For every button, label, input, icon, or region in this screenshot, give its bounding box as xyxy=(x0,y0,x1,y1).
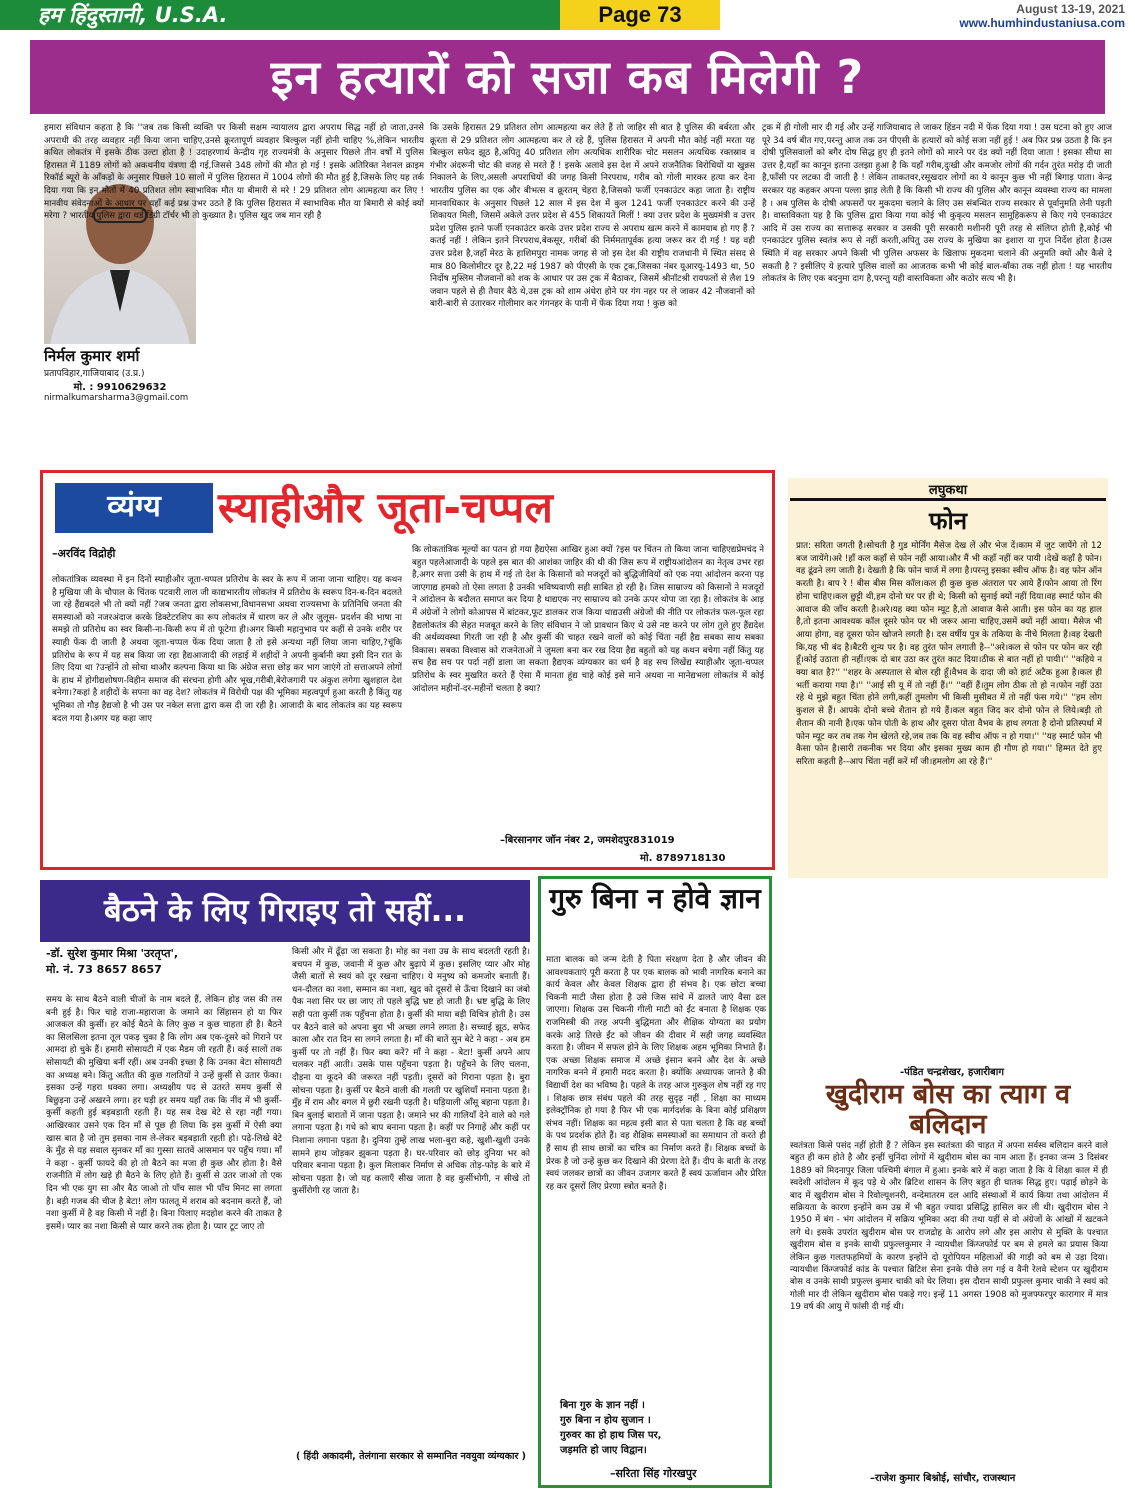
author-email: nirmalkumarsharma3@gmail.com xyxy=(44,393,189,403)
laghukatha-body: प्रात: सरिता जगती है।सोचती है गुड मोर्निंग मैसेज देख लें और भेज दें।काम में जुट जायेंगे तो 12 बज जायेंगे।अरे !हाँ कल कहाँ से फोन नहीं आया।और मैं भी कहाँ नहीं कर पायी ।देखें कहाँ है फोन।वह ढूंढने लग जाती है। देखती है कि फोन चार्ज में लगा है।परन्तु इसका स्वीच ऑफ है। वह फोन ऑन करती है। बाप रे ! बीस बीस मिस कॉल।कल ही कुछ कुछ अंतराल पर आये हैं।फोन आया तो रिंग होना चाहिए।कल छुट्टी थी,हम दोनो घर पर ही थे; किसी को सुनाई क्यों नहीं दिया।वह स्मार्ट फोन की आवाज की जाँच करती है।अरे।यह क्या फोन म्यूट है,तो आवाज कैसे आती। इस फोन का यह हाल है,तो इतना आवश्यक कॉल दूसरे फोन पर भी जरूर आना चाहिए,उसमें क्यों नहीं आया। मैसेज भी आया होगा, वह दूसरा फोन खोजने लगती है। दस वर्षीय पुत्र के तकिया के नीचे मिलता है।वह देखती कि,यह भी बंद है।बैटरी शुन्य पर है। वह तुरंत फोन लगाती है--''अरे।कल से फोन पर फोन कर रही हूँ।कोई उठाता ही नहीं।एक दो बार उठा कर तुरंत काट दिया।ठीक से बात नहीं हो पायी।'' ''कहिये न क्या बात है?'' ''शहर के अस्पताल से बोल रही हूँ।वैभव के दादा जी को हार्ट अटैक हुआ है।कल ही भर्ती कराया गया है।'' ''आई सी यू में तो नहीं हैं।'' ''वहीं हैं।तुम लोग ठीक तो हो न।फोन नहीं उठा रहे थे मुझे बहुत चिंता होने लगी,कहीं तुमलोग भी किसी मुसीबत में तो नहीं फंस गये।'' ''हम लोग कुशल से हैं। आपके दोनो बच्चे शैतान हो गये हैं।कल बहुत जिद कर दोनो फोन ले लिये।बड़ी तो शैतान की नानी है।एक फोन पोती के हाथ और दूसरा पोता वैभव के हाथ लगता है दोनो प्रतिस्पर्धा में फोन म्यूट कर तब तक गेम खेलते रहे,जब तक कि वह स्वीच ऑफ न हो गया।'' ''यह स्मार्ट फोन भी कैसा फोन है।सारी तकनीक भर दिया और इसका मुख्य काम ही गौण हो गया।'' हिम्मत देते हुए सरिता कहती है--आप चिंता नहीं करें माँ जी।हमलोग आ रहे हैं।'' xyxy=(796,541,1102,767)
khudiram-body: स्वतंत्रता किसे पसंद नहीं होती हैं ? लेकिन इस स्वतंत्रता की चाहत में अपना सर्वस्व बलिदान करने वाले बहुत ही कम होते है और इन्हीं चुनिंदा लोगों में खुदीराम बोस का नाम आता हैं। इनका जन्म 3 दिसंबर 1889 को मिदनापुर जिला पश्चिमी बंगाल में हुआ। इनके बारे में कहा जाता है कि ये शिक्षा काल में ही स्वदेशी आंदोलन में कूद पड़े थे और ब्रिटिश शासन के लिए बहुत ही घातक सिद्ध हुए। पढ़ाई छोड़ने के बाद में खुदीराम बोस ने रिवोल्यूशनरी, वन्देमातरम दल आदि संस्थाओं में कार्य किया तथा आंदोलन में सक्रियता के कारण इन्होंने कम उम्र में भी बहुत ज्यादा प्रसिद्धि हासिल कर ली थी। खुदीराम बोस ने 1950 में बंग - भंग आंदोलन में सक्रिय भूमिका अदा की तथा यहीं से वो अंग्रेजों के आंखों में खटकने लगे थे। इसके उपरांत खुदीराम बोस पर राजद्रोह के आरोप लगे और इस आरोप से मुक्ति के पश्चात खुदीराम बोस व इनके साथी प्रफुल्लकुमार ने न्यायधीश किंग्जफोर्ड पर बम से हमले का प्रयास किया लेकिन कुछ गलतफहमियों के कारण इन्होंने दो यूरोपियन महिलाओं की गाड़ी को बम से उड़ा दिया। न्यायधीश किंग्जफोर्ड कांड के पश्चात ब्रिटिश सेना इनके पीछे लग गई व वैनी रेलवे स्टेशन पर खुदीराम बोस व उनके साथी प्रफुल्ल कुमार चाकी को घेर लिया। इस दौरान साथी प्रफुल्ल कुमार चाकी ने स्वयं को गोली मार दी लेकिन खुदीराम बोस पकड़े गए। इन्हें 11 अगस्त 1908 को मुजफ्फरपुर कारागार में मात्र 19 वर्ष की आयु में फांसी दी गई थी। xyxy=(790,1141,1108,1313)
masthead: हम हिंदुस्तानी, U.S.A. xyxy=(0,0,560,30)
vyang-tag: व्यंग्य xyxy=(55,483,213,533)
baithne-phone: मो. नं. 73 8657 8657 xyxy=(46,963,162,976)
article1-col3: ट्रक में ही गोली मार दी गई और उन्हें गाजियाबाद ले जाकर हिंडन नदी में फेंक दिया गया ! उस घटना को हुए आज पूरे 34 वर्ष बीत गए,परन्तु आज तक उन पीएसी के हत्यारों को कोई सजा नहीं हुई ! अब फिर प्रश्न उठता है कि इन दोषी पुलिसवालों को बगैर दोष सिद्ध हुए ही इतने लोगों को मारने पर दंड क्यों नहीं दिया जाता ! इसका सीधा सा उत्तर है,यहाँ का कानून इतना उलझा हुआ है कि यहाँ गरीब,दुःखी और कमजोर लोगों की गर्दन तुरंत मरोड़ दी जाती है,फाँसी पर लटका दी जाती है ! लेकिन ताकतवर,रसूखदार लोगों का ये कानून कुछ भी नहीं बिगाड़ पाता। केन्द्र सरकार यह कहकर अपना पल्ला झाड़ लेती है कि किसी भी राज्य की पुलिस और कानून व्यवस्था राज्य का मामला है । अब पुलिस के दोषी अफसरों पर मुकदमा चलाने के लिए उस संबन्धित राज्य सरकार से पूर्वानुमति लेनी पड़ती है। वास्तविकता यह है कि पुलिस द्वारा किया गया कोई भी कुकृत्य मसलन सामूहिकरूप से किए गये एनकाउंटर आदि में उस राज्य का सत्तारूढ़ सरकार व उसकी पूरी सरकारी मशीनरी पूरी तरह से संलिप्त होती है,कोई भी एनकाउंटर पुलिस स्वतंत्र रूप से नहीं करती,अपितु उस राज्य के मुखिया का इशारा या गुप्त निर्देश होता है।उस स्थिति में वह सरकार अपने किसी भी पुलिस अफसर के खिलाफ मुकदमा चलाने की अनुमति क्यों और कैसे दे सकती है ? इसीलिए ये हत्यारे पुलिस वालों का आजतक कभी भी कोई बाल-बाँका तक नहीं होता ! यह भारतीय लोकतंत्र के लिए एक बदनुमा दाग है,परन्तु यही वास्तविकता और कठोर सत्य भी है। xyxy=(762,123,1112,285)
author-place: प्रतापविहार,गाजियाबाद (उ.प्र.) xyxy=(44,369,145,379)
website-link[interactable]: www.humhindustaniusa.com xyxy=(959,16,1125,30)
author-phone: मो. : 9910629632 xyxy=(73,382,167,393)
header-info xyxy=(959,2,1125,30)
headline-banner: इन हत्यारों को सजा कब मिलेगी ? xyxy=(30,40,1105,114)
laghukatha-tag: लघुकथा xyxy=(790,480,1106,501)
vyang-col2: कि लोकतांत्रिक मूल्यों का पतन हो गया हैद्यऐसा आखिर हुआ क्यों ?इस पर चिंतन तो किया जाना चाहिएद्यप्रेमचंद ने बहुत पहलेआजादी के पहले इस बात की आशंका जाहिर की थी की जिस रूप में राष्ट्रीयआंदोलन का नेतृत्व उभर रहा है,अगर सत्ता उसी के हाथ में गई तो देश के किसानों को मजदूरों को बुद्धिजीवियों को एक नया आंदोलन करना पड़ जाएगाद्य हमको तो ऐसा लगता है उनकी भविष्यवाणी सही साबित हो रही है। जिस साम्राज्य को किसानों ने मजदूरों ने आंदोलन के बदौलत समाप्त कर दिया है थाद्यएक नए साम्राज्य को उनके ऊपर थोपा जा रहा है। लोकतंत्र के आड़ में अंग्रेजों ने लोगों कोआपस में बांटकर,फूट डालकर राज किया थाद्यउसी अंग्रेजों की नीति पर लोकतंत्र फल-फूल रहा हैद्यलोकतंत्र की सेहत मजबूत करने के लिए संविधान ने जो प्रावधान किए थे उसे नष्ट करने पर लोग तुले हुए हैंद्यदेश की अर्थव्यवस्था गिरती जा रही है और कुर्सी की चाहत रखने वालों को कोई चिंता नहीं हैद्य सबका साथ सबका विकास। सबका विश्वास को राजनेताओं ने जुमला बना कर रख दिया हैद्य बहुतों को यह कथन बचेगा नहीं किंतु यह सच हैद्य सच पर पर्दा नहीं डाला जा सकता हैद्यएक व्यंग्यकार का धर्म है वह सच लिखेंद्य स्याहीऔर जूता-चप्पल प्रतिरोध के स्वर मुखरित करते हैं ऐसा मैं मानता हूंद्य चाहे कोई इसे माने अथवा ना मानेद्यभला लोकतंत्र में कोई आंदोलन महीनों-दर-महीनों चलता है क्या? xyxy=(412,545,764,694)
poem-line: गुरु बिना न होय सुजान । xyxy=(560,1415,651,1426)
laghukatha-title: फोन xyxy=(928,507,968,535)
article1-col2: कि उसके हिरासत 29 प्रतिशत लोग आत्महत्या कर लेते हैं तो जाहिर सी बात है पुलिस की बर्बरता और क्रूरता से 29 प्रतिशत लोग आत्महत्या कर ले रहे हैं, पुलिस हिरासत में अपनी मौत कोई नहीं मरता यह बिल्कुल सफेद झूठ है,अपितु 40 प्रतिशत लोग अत्यधिक शारीरिक चोट मसलन अत्यधिक रक्तस्राव व गंभीर अंदरूनी चोट की वजह से मरते हैं ! इसके अलावे इस देश में अपने राजनैतिक विरोधियों या खुन्नस निकालने के लिए,असली अपराधियों की जगह किसी निरपराध, गरीब को गोली मारकर हत्या कर देना भारतीय पुलिस का एक और बीभत्स व क्रूरतम् चेहरा है,जिसको फर्जी एनकाउंटर कहा जाता है। राष्ट्रीय मानवाधिकार के अनुसार पिछले 12 साल में इस देश में कुल 1241 फर्जी एनकाउंटर करने की उन्हें शिकायत मिली, जिसमें अकेले उत्तर प्रदेश से 455 शिकायतें मिलीं ! क्या उत्तर प्रदेश के मुख्यमंत्री व उत्तर प्रदेश पुलिस इतने फर्जी एनकाउंटर करके उत्तर प्रदेश राज्य से अपराध खत्म करने में कामयाब हो गए हैं ? कतई नहीं ! लेकिन इतने निरपराध,बेकसूर, गरीबों की निर्ममतापूर्वक हत्या जरूर कर दी गई ! यह वही उत्तर प्रदेश है,जहाँ मेरठ के हाशिमपुरा नामक जगह से जो इस देश की राष्ट्रीय राजधानी में स्थित संसद से मात्र 80 किलोमीटर दूर है,22 मई 1987 को पीएसी के एक ट्रक,जिसका नंबर यूआरयू-1493 था, 50 निर्दोष मुस्लिम नौजवानों को शक के आधार पर उस ट्रक में बैठाकर, जिसमें श्रीनॉटश्री रायफलों से लैश 19 जवान पहले से ही तैयार बैठे थे,उस ट्रक को शाम अंधेरा होने पर गंग नहर पर ले जाकर 42 नौजवानों को बारी-बारी से उतारकर गोलीमार कर गंगनहर के पानी में फेंक दिया गया ! कुछ को xyxy=(430,123,755,310)
vyang-address: –बिरसानगर जॉन नंबर 2, जमशेदपुर831019 xyxy=(500,835,675,846)
khudiram-author: –राजेश कुमार बिश्नोई, सांचौर, राजस्थान xyxy=(870,1473,1016,1484)
khudiram-title: खुदीराम बोस का त्याग व बलिदान xyxy=(825,1079,1071,1140)
guru-author: –सरिता सिंह गोरखपुर xyxy=(610,1467,697,1480)
poem-line: बिना गुरु के ज्ञान नहीं । xyxy=(560,1400,645,1411)
guru-body: माता बालक को जन्म देती है पिता संरक्षण देता है और जीवन की आवश्यकताएं पूरी करता है पर एक बालक को भावी नागरिक बनाने का कार्य केवल और केवल शिक्षक द्वारा ही संभव है। एक छोटा बच्चा चिकनी माटी जैसा होता है उसे जिस सांचे में ढालते जाएं वैसा ढल जाएगा। शिक्षक उस चिकनी गीली माटी को ईंट बनाता है शिक्षक एक राजमिस्त्री की तरह अपनी बुद्धिमता और शैक्षिक योग्यता का प्रयोग करके आड़े तिरछे ईंट को जीवन की दीवार में सही जगह व्यवस्थित करता है। जीवन में सफल होने के लिए शिक्षक अहम भूमिका निभाते हैं। एक अच्छा शिक्षक समाज में अच्छे इंसान बनने और देश के अच्छे नागरिक बनने में हमारी मदद करता है। क्योंकि अध्यापक जानते है की विद्यार्थी देश का भविष्य है। पहले के तरह आज गुरुकुल शेष नहीं रह गए । शिक्षक छात्र संबंध पहले की तरह सुदृढ़ नहीं , शिक्षा का माध्यम इलेक्ट्रॉनिक हो गया है फिर भी एक मार्गदर्शक के बिना कोई प्रशिक्षण संभव नहीं। शिक्षक का महत्व इसी बात से पता चलता है कि वह बच्चों के पथ प्रदर्शक होते हैं। वह शैक्षिक समस्याओं का समाधान तो करते ही हैं साथ ही साथ छात्रों का चरित्र का निर्माण करते हैं। शिक्षक बच्चों के प्रेरक है जो उन्हें कुछ कर दिखाने की प्रेरणा देते हैं। दीप के बाती के तरह स्वयं जलकर छात्रों का जीवन उजागर करते हैं स्वयं ऊर्जावान और प्रेरित रह कर दूसरों लिए प्रेरणा स्त्रोत बनते हैं। xyxy=(546,955,766,1192)
guru-poem xyxy=(560,1398,661,1458)
poem-line: गुरुवर का हो हाथ जिस पर, xyxy=(560,1430,662,1441)
vyang-phone: मो. 8789718130 xyxy=(640,853,726,864)
laghukatha-author: -पंडित चन्द्रशेखर, हजारीबाग xyxy=(900,1067,1004,1078)
poem-line: जड़मति हो जाए विद्वान। xyxy=(560,1445,647,1456)
baithne-title: बैठने के लिए गिराइए तो सहीं... xyxy=(40,880,530,942)
vyang-author: –अरविंद विद्रोही xyxy=(52,547,116,560)
vyang-col1: लोकतांत्रिक व्यवस्था में इन दिनों स्याहीऔर जूता-चप्पल प्रतिरोध के स्वर के रूप में जाना जाना चाहिए। यह कथन है मुखिया जी के चौपाल के चिंतक पटवारी लाल जी काद्यभारतीय लोकतंत्र में प्रतिरोध के स्वरूप दिन-ब-दिन बदलते जा रहे हैंद्यबदले भी तो क्यों नहीं ?जब जनता द्वारा लोकसभा,विधानसभा अथवा राज्यसभा के प्रतिनिधि जनता की समस्याओं को नजरअंदाज करके डिक्टेटरशिप का रूप लोकतंत्र में धारण कर ले और जुलूस- प्रदर्शन की भाषा ना समझे तो प्रतिरोध का स्वर किसी-ना-किसी रूप में तो फूटेगा ही।अगर किसी महानुभाव पर कहीं से उनके शरीर पर स्याही फेंक दी जाती है अथवा जूता-चप्पल फेंक दिया जाता है तो इसे अन्यथा नहीं लिया जाना चाहिए,?चूंकि प्रतिरोध के रूप में यह सब किया जा रहा हैद्यआजादी की लड़ाई में शहीदों ने अपनी कुर्बानी क्या इसी दिन रात के लिए दिया था ?उन्होंने तो सोचा थाऔर कल्पना किया था कि अंग्रेज सत्ता छोड़ कर भाग जाएंगे तो सत्ताअपने लोगों के हाथ में होगीद्यशोषण-विहीन समाज की संरचना होगी और भूख,गरीबी,बेरोजगारी पर अंकुश लगेगा खुशहाल देश बनेगा।?कहां है शहीदों के सपना का वह देश? लोकतंत्र में विरोधी पक्ष की भूमिका महत्वपूर्ण हुआ करती है किंतु यह भूमिका तो गौड़ हैद्यजो है भी उस पर नकेल सत्ता द्वारा कस दी जा रही है। आजादी के बाद लोकतंत्र का यह स्वरूप बदल गया है।अगर यह कहा जाए xyxy=(52,575,402,724)
vyang-title: स्याहीऔर जूता-चप्पल xyxy=(218,483,553,532)
baithne-author: -डॉ. सुरेश कुमार मिश्रा 'उरतृप्त', xyxy=(46,947,179,960)
baithne-footnote: ( हिंदी अकादमी, तेलंगाना सरकार से सम्मानित नवयुवा व्यंग्यकार ) xyxy=(296,1451,526,1462)
baithne-col2: किसी और में ढूँढ़ा जा सकता है। मोह का नशा उम्र के साथ बदलती रहती है। बचपन में कुछ, जवानी में कुछ और बुढ़ापे में कुछ। इसलिए प्यार और मोह जैसी बातों से स्वयं को दूर रखना चाहिए। ये मनुष्य को कमजोर बनाती हैं। धन-दौलत का नशा, सम्मान का नशा, खुद को दूसरों से ऊँचा दिखाने का जंबो पैक नशा सिर पर छा जाए तो पहले बुद्धि भ्रष्ट हो जाती है। भ्रष्ट बुद्धि के लिए सही पता कुर्सी तक पहुँचना होता है। कुर्सी की माया बड़ी विचित्र होती है। उस पर बैठने वाले को अपना बुरा भी अच्छा लगने लगता है। सच्चाई झूठ, सफेद काला और रात दिन सा लगने लगता है। माँ की बातें सुन बेटे ने कहा - अब हम कुर्सी पर तो नहीं हैं। फिर क्या करें? माँ ने कहा - बेटा! कुर्सी अपने आप चलकर नहीं आती। उसके पास पहुँचना पड़ता है। पहुँचने के लिए चलना, दौड़ना या कूदने की जरूरत नहीं पड़ती। दूसरों को गिराना पड़ता है। बुरा सोचना पड़ता है। कुर्सी पर बैठने वाली की गलती पर खुशियाँ मनाना पड़ता है। मुँह में राम और बगल में छुरी रखनी पड़ती है। घड़ियाली आँसू बहाना पड़ता है। बिन बुलाई बारातों में जाना पड़ता है। जमाने भर की गालियाँ देने वाले को गले लगाना पड़ता है। गधे को बाप बनाना पड़ता है। कहीं पर निगाहें और कहीं पर निशाना लगाना पड़ता है। दुनिया तुम्हें लाख भला-बुरा कहे, खुशी-खुशी उनके सामने हाथ जोड़कर झुकना पड़ता है। घर-परिवार को छोड़ दुनिया भर को परिवार बनाना पड़ता है। कुल मिलाकर निर्माण से अधिक तोड़-फोड़ के बारे में सोचना पड़ता है। जो यह कलाएँ सीख जाता है वह कुर्सीभोगी, न सीखे तो कुर्सीरोगी रह जाता है। xyxy=(292,947,530,1197)
guru-title: गुरु बिना न होवे ज्ञान xyxy=(549,882,761,915)
article1-col1: हमारा संविधान कहता है कि ''जब तक किसी व्यक्ति पर किसी सक्षम न्यायालय द्वारा अपराध सिद्ध नहीं हो जाता,उनसे अपराधी की तरह व्यवहार नहीं किया जाना चाहिए,उनसे क्रूरतापूर्ण व्यवहार बिल्कुल नहीं होनी चाहिए %,लेकिन भारतीय कथित लोकतंत्र में इसके ठीक उल्टा होता है ! उदाहरणार्थ केन्द्रीय गृह राज्यमंत्री के अनुसार पिछले तीन वर्षों में पुलिस हिरासत में 1189 लोगों को अकथनीय यंत्रणा दी गई,जिससे 348 लोगों की मौत हो गई ! इसके अतिरिक्त नेशनल क्राइम रिकॉर्ड ब्यूरो के आँकड़ों के अनुसार पिछले 10 सालों में पुलिस हिरासत में 1004 लोगों की मौत हुई है,जिसके लिए यह तर्क दिया गया कि इन मौतों में 40 प्रतिशत लोग स्वाभाविक मौत या बीमारी से मरे ! 29 प्रतिशत लोग आत्महत्या कर लिए ! मानवीय संवेदनाओं के आधार पर यहाँ कई प्रश्न उभर उठते हैं कि पुलिस हिरासत में स्वाभाविक मौत या बिमारी से कोई क्यों मरेगा ? भारतीय पुलिस द्वारा थर्ड डिग्री टॉर्चर भी तो कुख्यात है। पुलिस खुद जब मान रही है xyxy=(44,123,424,222)
baithne-col1: समय के साथ बैठने वाली चीजों के नाम बदले हैं, लेकिन होड़ जस की तस बनी हुई है। फिर चाहे राजा-महाराजा के जमाने का सिंहासन हो या फिर आजकल की कुर्सी। हर कोई बैठने के लिए कुछ न कुछ चाहता ही है। बैठने का सिलसिला इतना तूल पकड़ चुका है कि लोग अब एक-दूसरे को गिराने पर आमदा हो चुके हैं। हमारी सोसायटी में एक मैडम जी रहती हैं। कई सालों तक सोसायटी की मुखिया बनीं रहीं। अब उनकी इच्छा है कि उनका बेटा सोसायटी का अध्यक्ष बने। किंतु अतीत की कुछ गलतियों ने उन्हें कुर्सी से उतार फेंका। इसका उन्हें गहरा धक्का लगा। अध्यक्षीय पद से उतरते समय कुर्सी से बिछुड़ना उन्हें अखरने लगा। हर घड़ी हर समय यहाँ तक कि नींद में भी कुर्सी-कुर्सी कहती हुई बड़बड़ाती रहती हैं। यह सब देख बेटे से रहा नहीं गया। आखिरकार उसने एक दिन माँ से पूछ ही लिया कि इस कुर्सी में ऐसी क्या खास बात है जो तुम इसका नाम ले-लेकर बड़बड़ाती रहती हो। पढ़े-लिखे बेटे के मुँह से यह सवाल सुनकर माँ का गुस्सा सातवें आसमान पर पहुँच गया। माँ ने कहा - कुर्सी फायदे की हो तो बैठने का मजा ही कुछ और होता है। वैसे राजनीति में लोग खड़े ही बैठने के लिए होते हैं। कुर्सी से उतर जाओ तो एक दिन भी एक युग सा और बैठ जाओ तो पाँच साल भी पाँच मिनट सा लगता है। बड़ी गजब की चीज है बेटा! लोग फालतू में शराब को बदनाम करते हैं, जो नशा कुर्सी में है वह किसी में नहीं है। बिना पिलाए मदहोश करने की ताकत है इसमें। प्यार का नशा किसी से प्यार करने तक होता है। प्यार टूट जाए तो xyxy=(46,995,282,1232)
page-number: Page 73 xyxy=(560,0,720,30)
author-name: निर्मल कुमार शर्मा xyxy=(44,347,140,365)
issue-date: August 13-19, 2021 xyxy=(1016,2,1125,16)
